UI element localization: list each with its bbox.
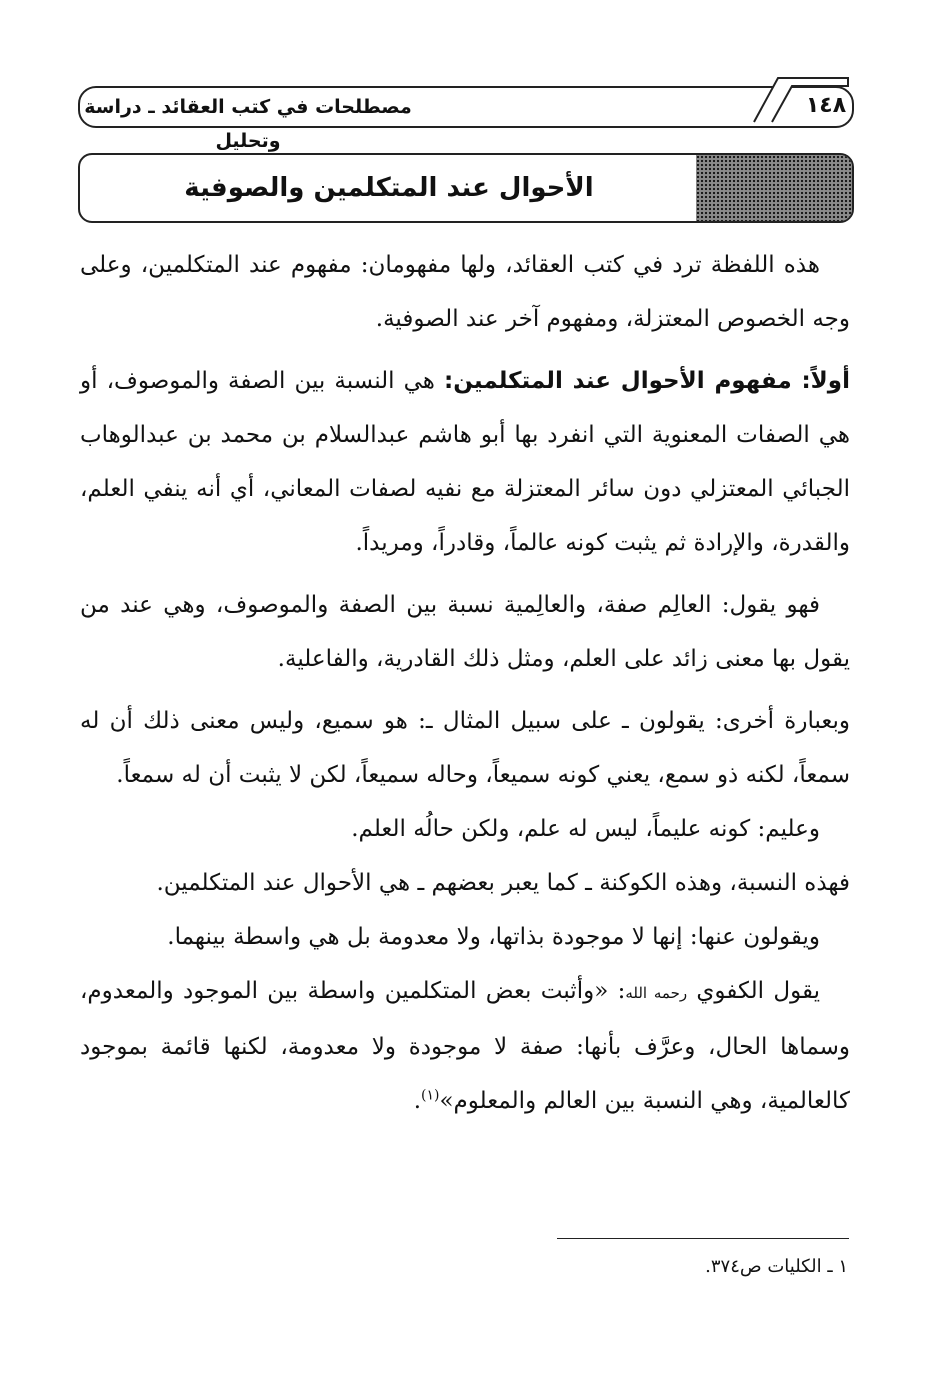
honorific: رحمه الله bbox=[625, 984, 688, 1002]
definition-text: هي النسبة بين الصفة والموصوف، أو هي الصفات المعنوية التي انفرد بها أبو هاشم عبدالسلام بن محمد بن عبدالوهاب الجبائي المعتزلي دون سائر المعتزلة مع نفيه لصفات المعاني، أي أنه ينفي العلم، والقدرة، والإرادة ثم يثبت كونه عالماً، وقادراً، ومريداً. bbox=[80, 368, 850, 556]
section-title: الأحوال عند المتكلمين والصوفية bbox=[184, 173, 594, 203]
paragraph-kafawi-quote bbox=[80, 964, 850, 1128]
paragraph-nisba: فهذه النسبة، وهذه الكوكنة ـ كما يعبر بعضهم ـ هي الأحوال عند المتكلمين. bbox=[156, 870, 850, 896]
paragraph-wasita: ويقولون عنها: إنها لا موجودة بذاتها، ولا معدومة بل هي واسطة بينهما. bbox=[167, 924, 820, 950]
paragraph-alim-example: وعليم: كونه عليماً، ليس له علم، ولكن حالُه العلم. bbox=[351, 816, 820, 842]
definition-lead: أولاً: مفهوم الأحوال عند المتكلمين: bbox=[444, 368, 850, 394]
footnote-reference[interactable]: (١) bbox=[421, 1087, 440, 1104]
footnote-divider bbox=[557, 1238, 849, 1239]
page-number: ١٤٨ bbox=[805, 93, 847, 118]
dotted-ornament bbox=[696, 155, 852, 221]
quote-text: : «وأثبت بعض المتكلمين واسطة بين الموجود والمعدوم، وسماها الحال، وعرَّف بأنها: صفة لا موجودة ولا معدومة، لكنها قائمة بموجود كالعالمية، وهي النسبة بين العالم والمعلوم» bbox=[80, 978, 850, 1114]
paragraph-intro: هذه اللفظة ترد في كتب العقائد، ولها مفهومان: مفهوم عند المتكلمين، وعلى وجه الخصوص المعتزلة، ومفهوم آخر عند الصوفية. bbox=[80, 252, 850, 332]
main-text bbox=[80, 238, 850, 1128]
section-title-box bbox=[78, 153, 854, 223]
paragraph-other-words: وبعبارة أخرى: يقولون ـ على سبيل المثال ـ: هو سميع، وليس معنى ذلك أن له سمعاً، لكنه ذو سمع، يعني كونه سميعاً، وحاله سميعاً، لكن لا يثبت أن له سمعاً. bbox=[80, 708, 850, 788]
running-header-title: مصطلحات في كتب العقائد ـ دراسة وتحليل bbox=[84, 96, 412, 152]
paragraph-alim: فهو يقول: العالِم صفة، والعالِمية نسبة بين الصفة والموصوف، وهي عند من يقول بها معنى زائد على العلم، ومثل ذلك القادرية، والفاعلية. bbox=[80, 592, 850, 672]
paragraph-definition bbox=[80, 354, 850, 570]
quote-intro: يقول الكفوي bbox=[687, 978, 820, 1004]
quote-end: . bbox=[413, 1088, 421, 1114]
footnote-text: ١ ـ الكليات ص٣٧٤. bbox=[705, 1256, 848, 1277]
